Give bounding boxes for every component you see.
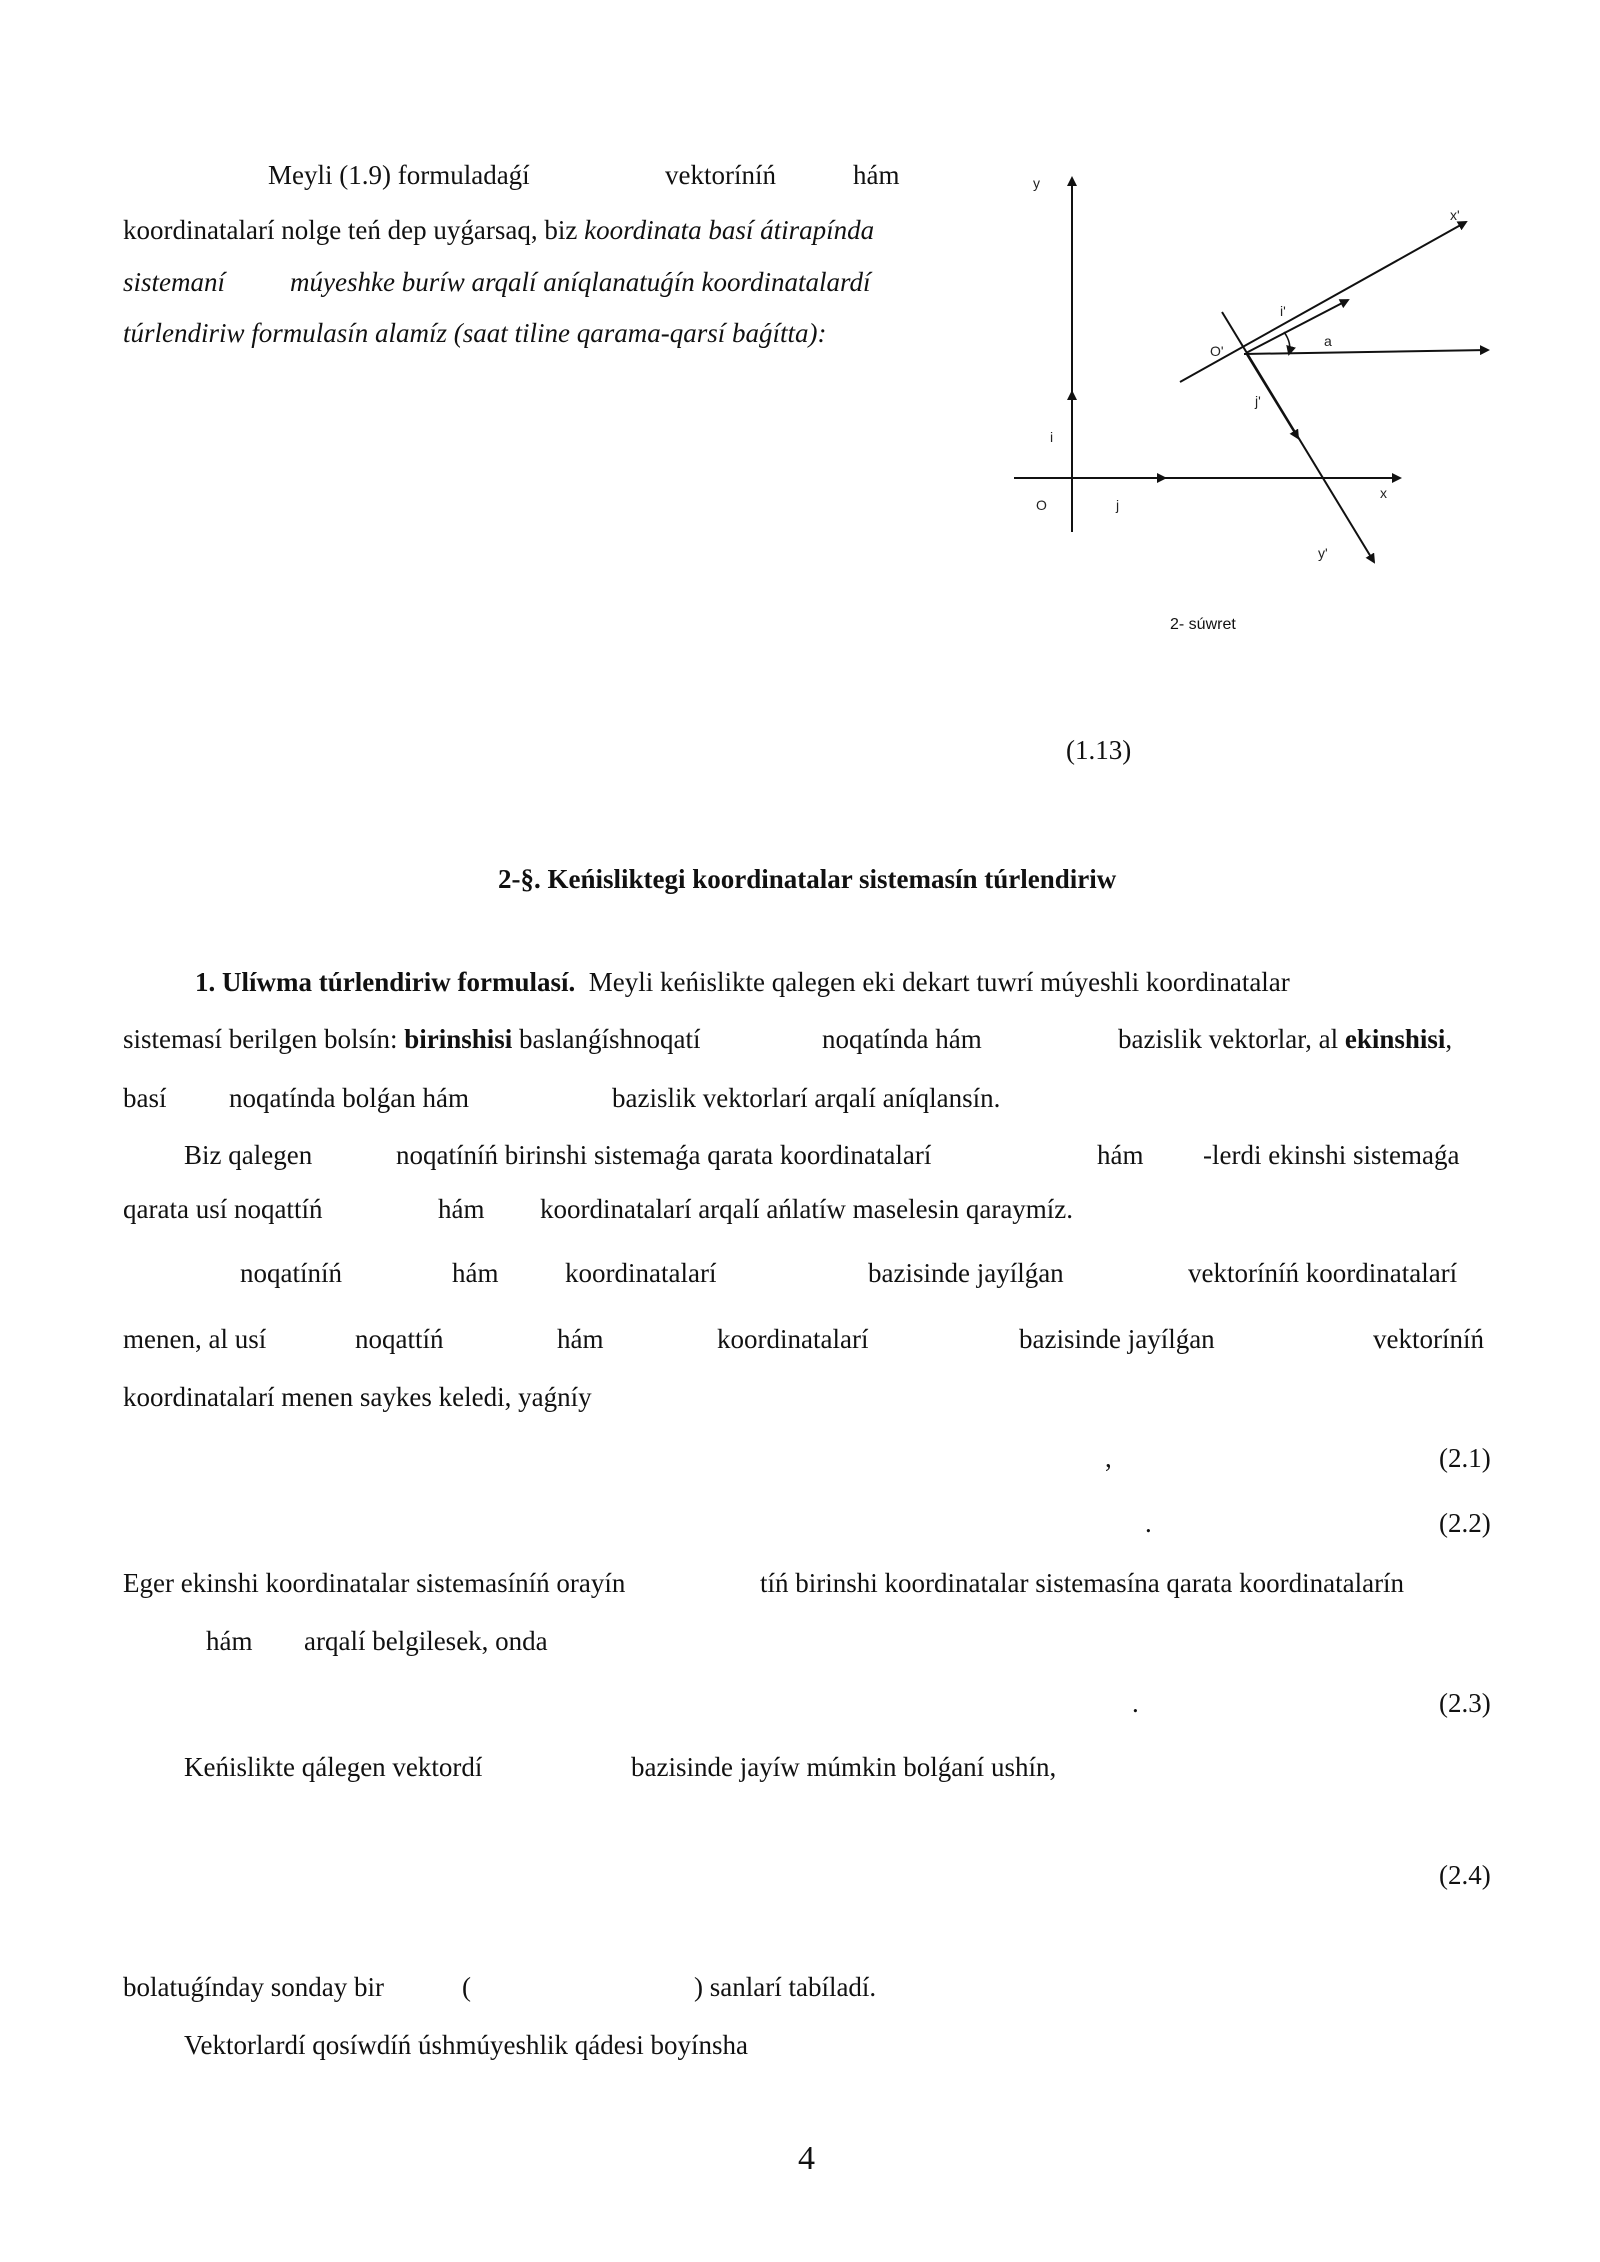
label-j-prime: j' xyxy=(1255,393,1261,409)
para2-b2: hám xyxy=(438,1194,485,1224)
para1-line2-end xyxy=(1118,1022,1452,1056)
coordinate-rotation-figure xyxy=(1000,160,1520,650)
para3-b1: menen, al usí xyxy=(123,1324,267,1354)
intro-line3-b: múyeshke buríw arqalí aníqlanatuǵín koordinatalardí xyxy=(290,267,871,297)
para1-c2: noqatínda bolǵan hám xyxy=(229,1083,469,1113)
para6-a3: ) sanlarí tabíladí. xyxy=(694,1972,877,2002)
para2-a1: Biz qalegen xyxy=(184,1140,313,1170)
para3-b6: vektoríníń xyxy=(1373,1324,1484,1354)
para3-b3: hám xyxy=(557,1324,604,1354)
basis-i-prime-arrow xyxy=(1246,300,1348,353)
para1-b4: noqatínda hám xyxy=(822,1024,982,1054)
label-y-prime: y' xyxy=(1318,545,1328,561)
para4-b2: arqalí belgilesek, onda xyxy=(304,1626,548,1656)
para5-a1: Keńislikte qálegen vektordí xyxy=(184,1752,483,1782)
para6-a2: ( xyxy=(462,1972,471,2002)
figure-caption: 2- súwret xyxy=(1170,616,1236,633)
para3-a5: vektoríníń koordinatalarí xyxy=(1188,1258,1458,1288)
basis-j-prime-arrow xyxy=(1246,353,1298,438)
equation-number-2-3: (2.3) xyxy=(1439,1688,1491,1718)
label-x: x xyxy=(1380,485,1387,501)
para7: Vektorlardí qosíwdíń úshmúyeshlik qádesi boyínsha xyxy=(184,2030,748,2060)
equation-number-1-13: (1.13) xyxy=(1066,735,1132,765)
para1-line1-rest: Meyli keńislikte qalegen eki dekart tuwrí múyeshli koordinatalar xyxy=(588,967,1290,997)
page-number: 4 xyxy=(798,2140,815,2177)
intro-line1-a: Meyli (1.9) formuladaǵí xyxy=(268,160,530,190)
para1-b5: bazislik vektorlar, al xyxy=(1118,1024,1345,1054)
para3-b2: noqattíń xyxy=(355,1324,444,1354)
para1-b7: , xyxy=(1445,1024,1453,1054)
intro-line2-normal: koordinatalarí nolge teń dep uyǵarsaq, biz xyxy=(123,215,585,245)
equation-number-2-1: (2.1) xyxy=(1439,1443,1491,1473)
para2-a2: noqatíníń birinshi sistemaǵa qarata koordinatalarí xyxy=(396,1140,932,1170)
intro-line2 xyxy=(123,213,874,247)
para4-b1: hám xyxy=(206,1626,253,1656)
intro-line4: túrlendiriw formulasín alamíz (saat tiline qarama-qarsí baǵítta): xyxy=(123,318,827,348)
para5-a2: bazisinde jayíw múmkin bolǵaní ushín, xyxy=(631,1752,1057,1782)
para6-a1: bolatuǵínday sonday bir xyxy=(123,1972,384,2002)
para4-a1: Eger ekinshi koordinatalar sistemasíníń orayín xyxy=(123,1568,626,1598)
label-j: j xyxy=(1116,497,1120,513)
para2-a4: -lerdi ekinshi sistemaǵa xyxy=(1203,1140,1460,1170)
eq-2-3-separator: . xyxy=(1132,1688,1139,1718)
intro-line1-c: hám xyxy=(853,160,900,190)
para1-b6: ekinshisi xyxy=(1344,1024,1446,1054)
para3-a1: noqatíníń xyxy=(240,1258,342,1288)
para3-a3: koordinatalarí xyxy=(565,1258,717,1288)
label-o-prime: O' xyxy=(1210,343,1224,359)
para1-c3: bazislik vektorlarí arqalí aníqlansín. xyxy=(612,1083,1001,1113)
para1-heading: 1. Ulíwma túrlendiriw formulasí. xyxy=(195,967,576,997)
para2-b3: koordinatalarí arqalí ańlatíw maselesin qaraymíz. xyxy=(540,1194,1074,1224)
section-title: 2-§. Keńisliktegi koordinatalar sistemasín túrlendiriw xyxy=(498,864,1117,894)
para3-b5: bazisinde jayílǵan xyxy=(1019,1324,1215,1354)
label-i-prime: i' xyxy=(1280,303,1286,319)
para3-a4: bazisinde jayílǵan xyxy=(868,1258,1064,1288)
intro-line1-b: vektoríníń xyxy=(665,160,776,190)
label-a: a xyxy=(1324,333,1332,349)
eq-2-1-separator: , xyxy=(1105,1443,1112,1473)
para4-a2: tíń birinshi koordinatalar sistemasína qarata koordinatalarín xyxy=(760,1568,1405,1598)
label-x-prime: x' xyxy=(1450,207,1460,223)
intro-line3-a: sistemaní xyxy=(123,267,226,297)
label-y: y xyxy=(1033,175,1040,191)
para2-b1: qarata usí noqattíń xyxy=(123,1194,323,1224)
equation-number-2-4: (2.4) xyxy=(1439,1860,1491,1890)
para2-a3: hám xyxy=(1097,1140,1144,1170)
label-o: O xyxy=(1036,497,1047,513)
para1-b1: sistemasí berilgen bolsín: xyxy=(123,1024,405,1054)
para1-line2-a xyxy=(123,1022,701,1056)
label-i: i xyxy=(1050,429,1054,445)
para3-c: koordinatalarí menen saykes keledi, yaǵníy xyxy=(123,1382,592,1412)
para1-c1: basí xyxy=(123,1083,167,1113)
para1-b3: baslanǵíshnoqatí xyxy=(512,1024,701,1054)
para1-line1 xyxy=(195,965,1290,999)
vector-a xyxy=(1244,350,1488,354)
equation-number-2-2: (2.2) xyxy=(1439,1508,1491,1538)
rotation-angle-arc xyxy=(1284,332,1290,354)
para1-b2: birinshisi xyxy=(404,1024,513,1054)
para3-a2: hám xyxy=(452,1258,499,1288)
para3-b4: koordinatalarí xyxy=(717,1324,869,1354)
intro-line2-italic: koordinata basí átirapínda xyxy=(584,215,875,245)
eq-2-2-separator: . xyxy=(1145,1508,1152,1538)
